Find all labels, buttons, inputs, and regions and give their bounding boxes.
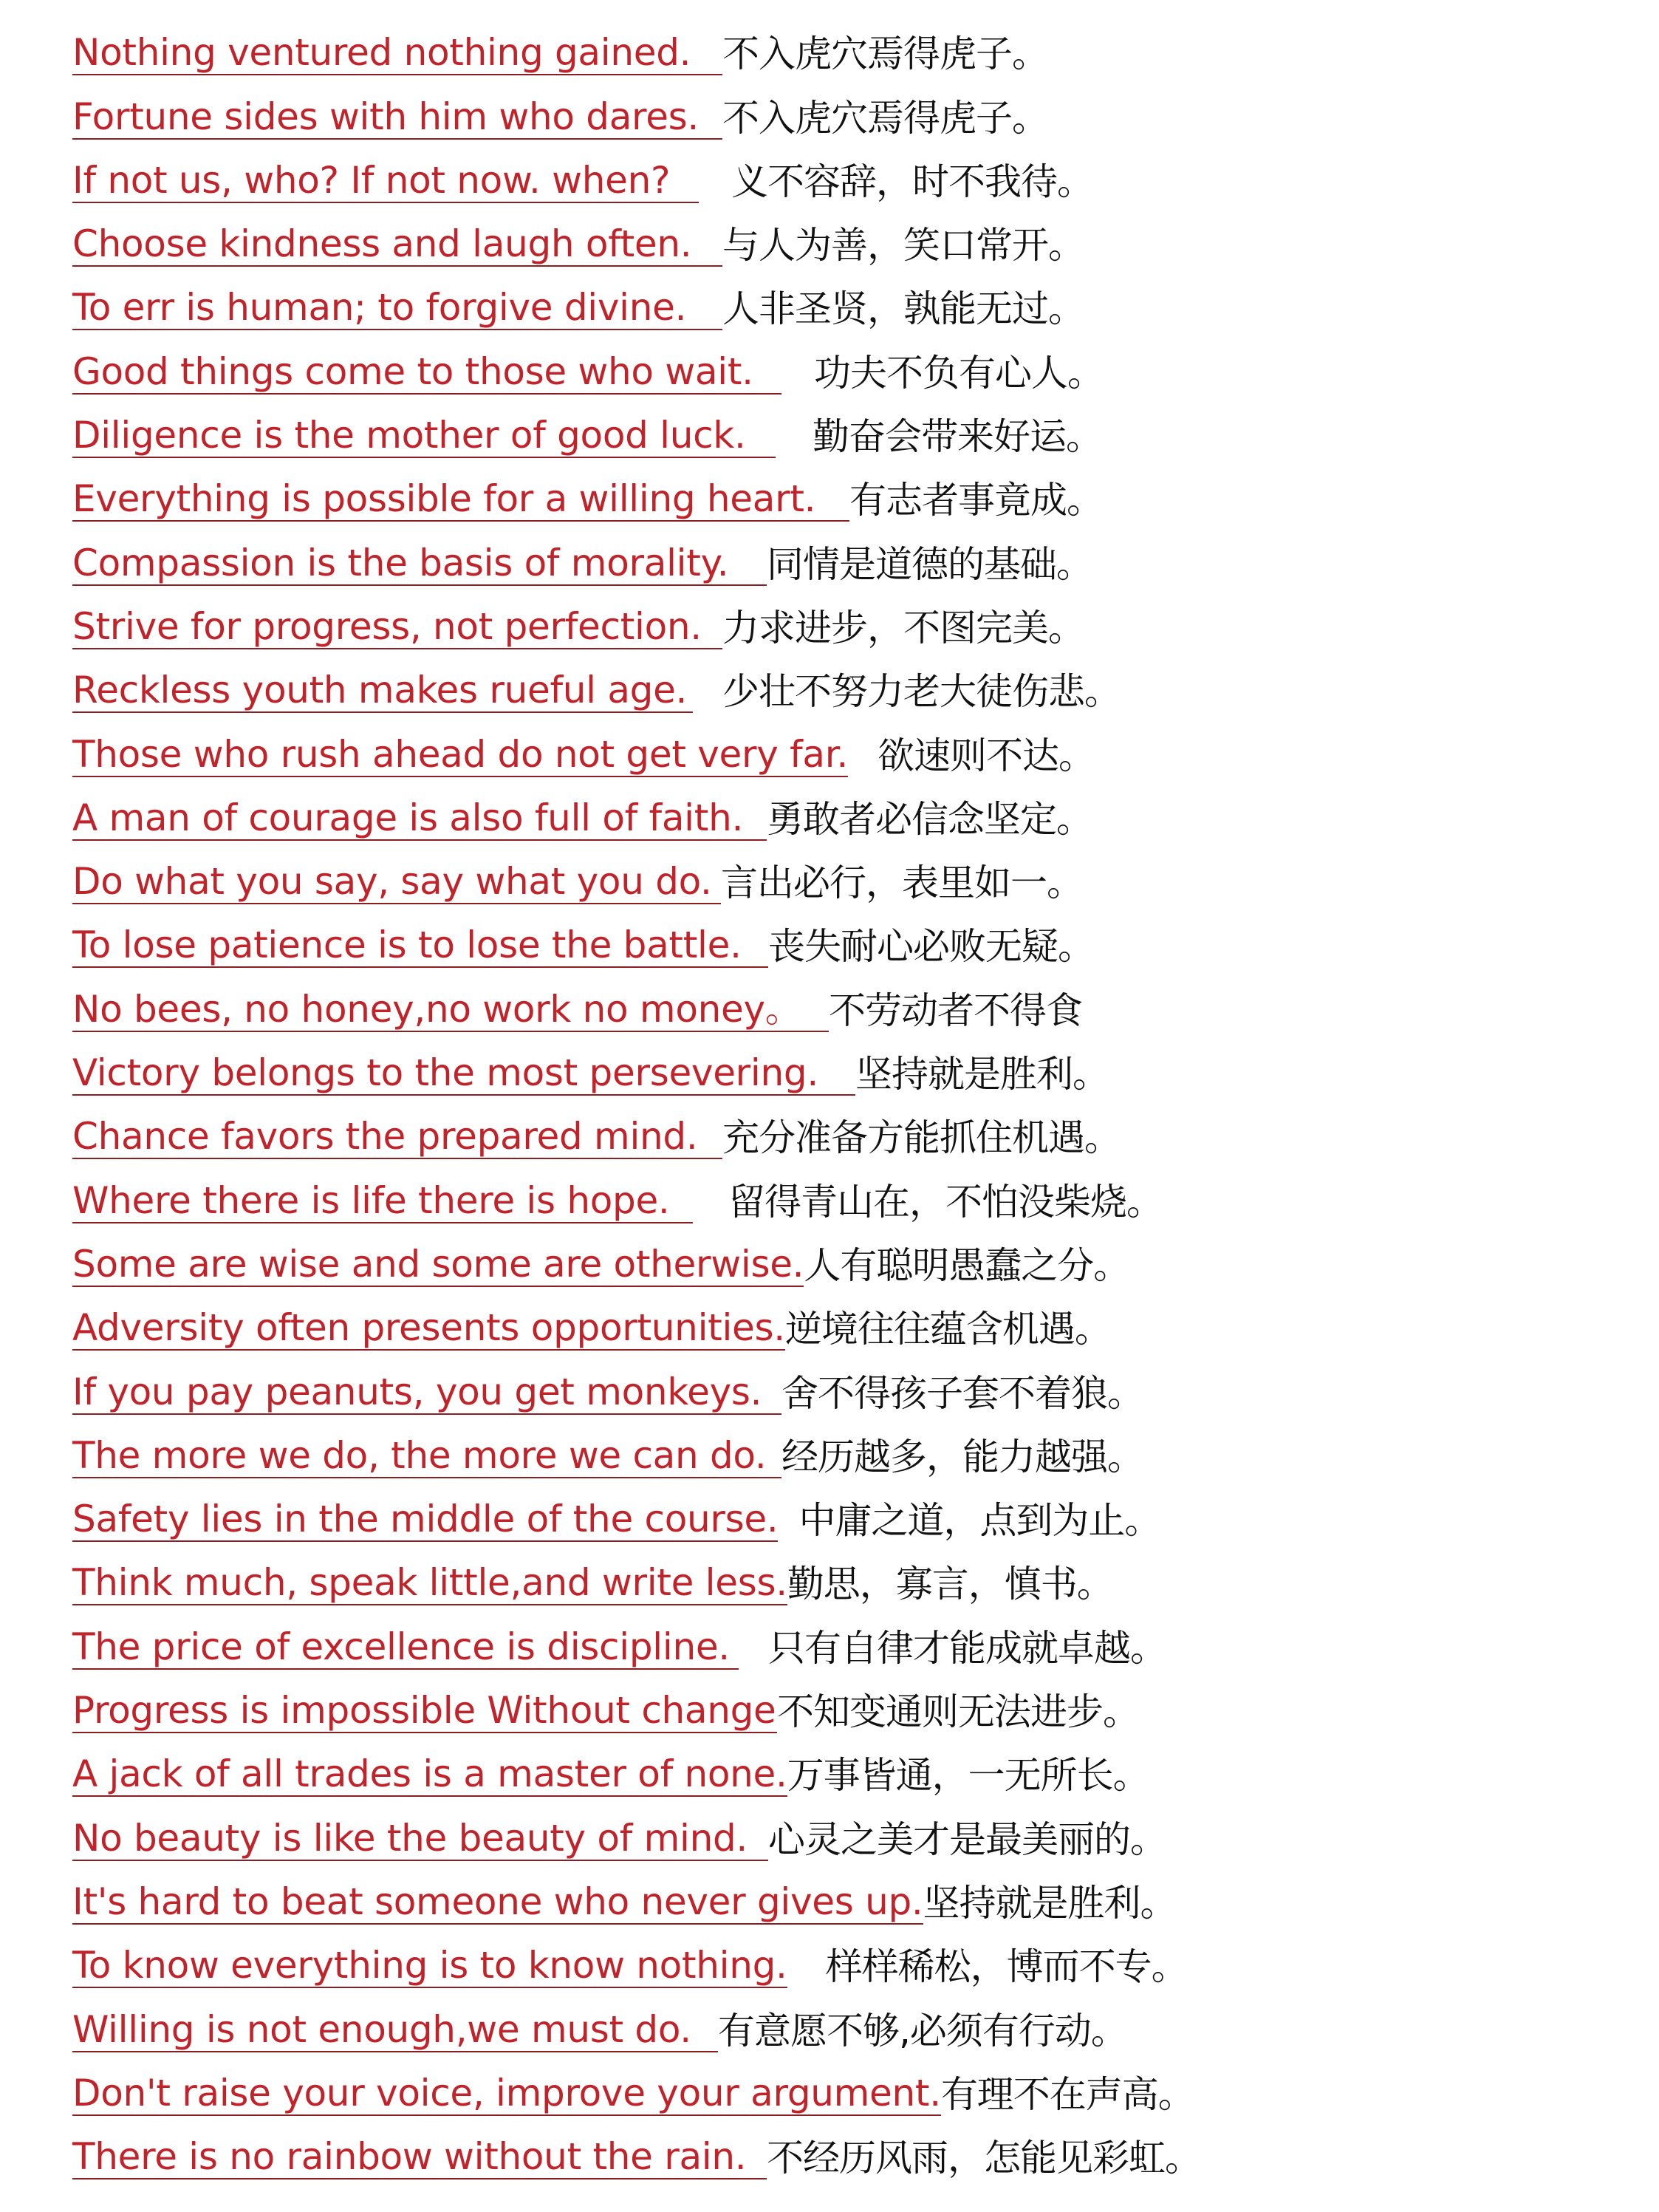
proverb-chinese: 人非圣贤，孰能无过。 <box>722 287 1084 331</box>
proverb-chinese: 舍不得孩子套不着狼。 <box>781 1371 1143 1415</box>
proverb-english: Good things come to those who wait. <box>72 350 781 395</box>
proverb-chinese: 不入虎穴焉得虎子。 <box>722 96 1048 140</box>
proverb-row <box>72 909 1624 972</box>
proverb-english: A jack of all trades is a master of none. <box>72 1752 787 1796</box>
proverb-chinese: 与人为善，笑口常开。 <box>722 224 1084 267</box>
proverb-english: Don't raise your voice, improve your argument. <box>72 2071 941 2114</box>
proverb-row <box>72 335 1624 398</box>
proverb-english: No bees, no honey,no work no money。 <box>72 988 829 1032</box>
proverb-chinese: 欲速则不达。 <box>878 734 1095 777</box>
proverb-row <box>72 462 1624 526</box>
proverb-chinese: 心灵之美才是最美丽的。 <box>768 1817 1166 1861</box>
proverb-chinese: 有意愿不够,必须有行动。 <box>718 2009 1127 2052</box>
proverb-chinese: 言出必行，表里如一。 <box>721 861 1083 905</box>
proverb-chinese: 只有自律才能成就卓越。 <box>768 1626 1166 1670</box>
proverb-english: Where there is life there is hope. <box>72 1179 693 1223</box>
proverb-chinese: 坚持就是胜利。 <box>855 1053 1109 1096</box>
proverb-chinese: 逆境往往蕴含机遇。 <box>784 1308 1111 1351</box>
proverb-chinese: 经历越多，能力越强。 <box>781 1435 1143 1478</box>
proverb-row <box>72 1037 1624 1100</box>
proverb-english: Strive for progress, not perfection. <box>72 605 722 649</box>
proverb-english: No beauty is like the beauty of mind. <box>72 1817 768 1861</box>
proverb-english: To lose patience is to lose the battle. <box>72 924 768 968</box>
proverb-row <box>72 1164 1624 1227</box>
proverb-row <box>72 1993 1624 2056</box>
proverb-english: If you pay peanuts, you get monkeys. <box>72 1370 781 1415</box>
proverb-row <box>72 654 1624 717</box>
proverb-chinese: 不知变通则无法进步。 <box>777 1690 1139 1734</box>
proverb-chinese: 不经历风雨，怎能见彩虹。 <box>767 2137 1201 2180</box>
proverb-chinese: 有理不在声高。 <box>940 2072 1194 2116</box>
proverb-english: Think much, speak little,and write less. <box>72 1561 787 1605</box>
proverb-row <box>72 1546 1624 1610</box>
proverb-row <box>72 590 1624 654</box>
proverb-english: Chance favors the prepared mind. <box>72 1115 722 1159</box>
proverb-english: Willing is not enough,we must do. <box>72 2008 718 2052</box>
proverb-row <box>72 2057 1624 2120</box>
proverb-english: There is no rainbow without the rain. <box>72 2135 767 2179</box>
proverb-english: To know everything is to know nothing. <box>72 1944 787 1987</box>
proverb-row <box>72 1419 1624 1483</box>
proverb-chinese: 勤奋会带来好运。 <box>813 415 1102 459</box>
proverb-row <box>72 1291 1624 1355</box>
proverb-chinese: 力求进步，不图完美。 <box>722 606 1084 649</box>
proverb-english: It's hard to beat someone who never gives up. <box>72 1880 923 1923</box>
proverb-row <box>72 144 1624 208</box>
proverb-chinese: 有志者事竟成。 <box>849 479 1103 522</box>
proverb-english: Those who rush ahead do not get very far. <box>72 732 849 776</box>
proverb-row <box>72 208 1624 271</box>
proverb-english: To err is human; to forgive divine. <box>72 286 722 330</box>
proverb-chinese: 不劳动者不得食 <box>829 989 1082 1032</box>
proverb-row <box>72 1483 1624 1546</box>
proverb-chinese: 少壮不努力老大徒伤悲。 <box>722 670 1121 714</box>
proverb-row <box>72 782 1624 845</box>
proverb-english: Victory belongs to the most persevering. <box>72 1051 855 1096</box>
proverb-row <box>72 1355 1624 1419</box>
proverb-chinese: 勇敢者必信念坚定。 <box>767 797 1092 841</box>
proverb-english: Fortune sides with him who dares. <box>72 95 722 140</box>
proverb-row <box>72 1738 1624 1801</box>
proverb-chinese: 万事皆通，一无所长。 <box>787 1754 1149 1798</box>
proverb-chinese: 勤思，寡言，慎书。 <box>787 1563 1113 1606</box>
proverb-row <box>72 2120 1624 2184</box>
proverb-row <box>72 1100 1624 1164</box>
proverb-chinese: 中庸之道，点到为止。 <box>798 1499 1161 1543</box>
proverb-list <box>72 16 1624 2184</box>
proverb-row <box>72 80 1624 143</box>
proverb-chinese: 功夫不负有心人。 <box>814 351 1104 395</box>
proverb-row <box>72 1228 1624 1291</box>
proverb-english: Everything is possible for a willing heart. <box>72 477 849 522</box>
proverb-english: The more we do, the more we can do. <box>72 1434 781 1478</box>
proverb-chinese: 义不容辞，时不我待。 <box>731 160 1093 203</box>
proverb-row <box>72 399 1624 462</box>
proverb-english: A man of courage is also full of faith. <box>72 796 767 841</box>
proverb-row <box>72 717 1624 781</box>
proverb-row <box>72 271 1624 335</box>
proverb-row <box>72 1801 1624 1865</box>
proverb-chinese: 留得青山在，不怕没柴烧。 <box>728 1180 1163 1223</box>
proverb-english: Reckless youth makes rueful age. <box>72 669 693 713</box>
proverb-row <box>72 1865 1624 1929</box>
proverb-chinese: 充分准备方能抓住机遇。 <box>722 1116 1121 1160</box>
proverb-chinese: 同情是道德的基础。 <box>767 542 1092 586</box>
proverb-chinese: 丧失耐心必败无疑。 <box>768 925 1094 969</box>
proverb-row <box>72 16 1624 80</box>
proverb-english: Progress is impossible Without change <box>72 1689 776 1733</box>
proverb-english: Compassion is the basis of morality. <box>72 542 767 586</box>
proverb-english: Diligence is the mother of good luck. <box>72 414 776 458</box>
proverb-english: The price of excellence is discipline. <box>72 1625 739 1670</box>
proverb-chinese: 不入虎穴焉得虎子。 <box>722 33 1048 76</box>
proverb-row <box>72 1610 1624 1673</box>
proverb-chinese: 坚持就是胜利。 <box>923 1881 1177 1925</box>
proverb-english: Safety lies in the middle of the course. <box>72 1498 779 1541</box>
proverb-row <box>72 526 1624 590</box>
proverb-english: Some are wise and some are otherwise. <box>72 1242 804 1286</box>
proverb-chinese: 样样稀松，博而不专。 <box>825 1945 1188 1989</box>
proverb-row <box>72 1929 1624 1993</box>
proverb-english: If not us, who? If not now. when? <box>72 159 699 203</box>
proverb-row <box>72 972 1624 1036</box>
proverb-english: Nothing ventured nothing gained. <box>72 31 722 75</box>
proverb-english: Adversity often presents opportunities. <box>72 1306 785 1350</box>
proverb-chinese: 人有聪明愚蠢之分。 <box>804 1243 1130 1287</box>
proverb-row <box>72 845 1624 909</box>
proverb-english: Choose kindness and laugh often. <box>72 222 722 267</box>
proverb-english: Do what you say, say what you do. <box>72 860 721 904</box>
proverb-row <box>72 1674 1624 1738</box>
